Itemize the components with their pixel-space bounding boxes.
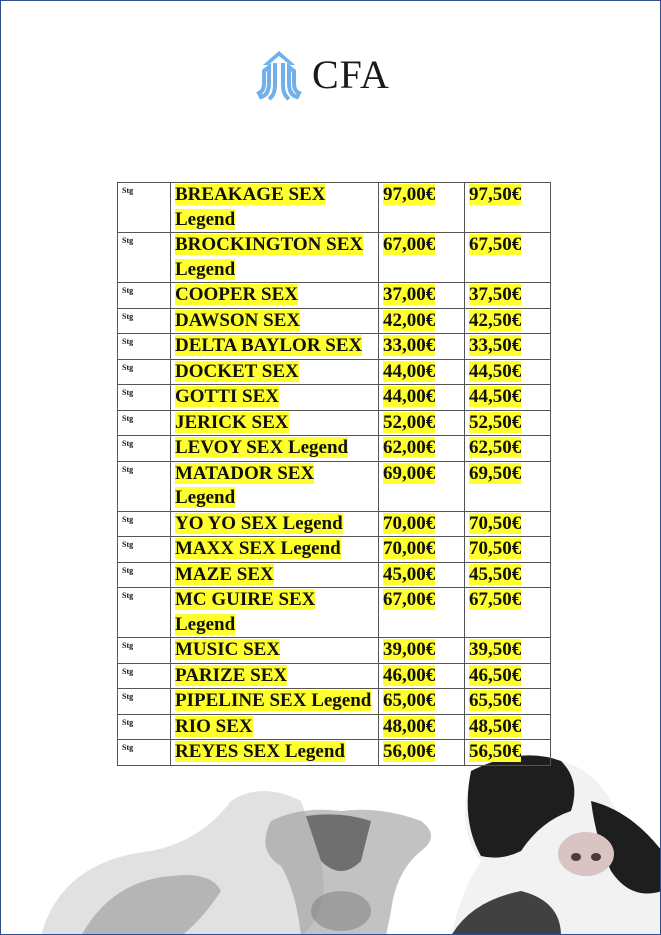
bull-name: JERICK SEX: [175, 411, 289, 433]
bull-name-cell: [171, 183, 379, 233]
row-tag-cell: [118, 461, 171, 511]
price-cell-2-cell: [465, 537, 551, 563]
table-row: [118, 537, 551, 563]
table-row: [118, 233, 551, 283]
bull-name: DOCKET SEX: [175, 360, 299, 382]
table-row: [118, 461, 551, 511]
bull-name-cell: [171, 359, 379, 385]
price-cell-2-cell: [465, 714, 551, 740]
price-cell-2: 42,50€: [469, 309, 522, 331]
bull-name-cell: [171, 385, 379, 411]
price-cell-1-cell: [379, 588, 465, 638]
price-cell-2-cell: [465, 588, 551, 638]
price-cell-1: 39,00€: [383, 639, 436, 660]
bull-name-cell: [171, 537, 379, 563]
price-cell-1: 56,00€: [383, 741, 436, 762]
price-cell-2-cell: [465, 283, 551, 309]
bull-name: BREAKAGE SEX Legend: [175, 184, 326, 230]
row-tag: Stg: [122, 311, 134, 321]
row-tag: Stg: [122, 540, 134, 549]
bull-name: DELTA BAYLOR SEX: [175, 335, 363, 356]
table-row: [118, 511, 551, 537]
row-tag-cell: [118, 689, 171, 715]
bull-name-cell: [171, 588, 379, 638]
price-cell-1: 46,00€: [383, 664, 436, 686]
price-cell-1-cell: [379, 283, 465, 309]
price-cell-1-cell: [379, 410, 465, 436]
row-tag: Stg: [122, 692, 134, 701]
price-cell-2-cell: [465, 461, 551, 511]
price-cell-1-cell: [379, 740, 465, 766]
price-cell-1-cell: [379, 183, 465, 233]
price-cell-2: 70,50€: [469, 512, 522, 534]
bull-name: MAXX SEX Legend: [175, 538, 341, 559]
table-row: [118, 638, 551, 664]
table-row: [118, 385, 551, 411]
bull-name-cell: [171, 663, 379, 689]
price-cell-1: 33,00€: [383, 335, 436, 356]
price-cell-2: 46,50€: [469, 664, 522, 686]
price-cell-1-cell: [379, 461, 465, 511]
row-tag: Stg: [122, 439, 134, 448]
bull-name-cell: [171, 714, 379, 740]
row-tag-cell: [118, 385, 171, 411]
price-cell-2-cell: [465, 638, 551, 664]
row-tag: Stg: [122, 666, 134, 676]
price-cell-1: 67,00€: [383, 234, 436, 255]
price-cell-2: 70,50€: [469, 538, 522, 559]
bull-name-cell: [171, 638, 379, 664]
row-tag: Stg: [122, 743, 134, 752]
price-cell-2: 37,50€: [469, 284, 522, 305]
row-tag-cell: [118, 436, 171, 462]
price-cell-1: 67,00€: [383, 589, 436, 610]
price-cell-1: 48,00€: [383, 715, 436, 737]
price-cell-2-cell: [465, 233, 551, 283]
bull-name: MUSIC SEX: [175, 639, 281, 660]
price-cell-1: 69,00€: [383, 462, 436, 484]
price-cell-2: 44,50€: [469, 386, 522, 407]
price-cell-2-cell: [465, 308, 551, 334]
price-table: [117, 182, 551, 766]
row-tag: Stg: [122, 717, 134, 727]
brand-name: CFA: [312, 52, 390, 97]
price-cell-2: 39,50€: [469, 639, 522, 660]
table-row: [118, 410, 551, 436]
price-cell-1-cell: [379, 385, 465, 411]
price-cell-1-cell: [379, 511, 465, 537]
price-cell-2-cell: [465, 436, 551, 462]
row-tag: Stg: [122, 514, 134, 524]
price-cell-2-cell: [465, 562, 551, 588]
price-cell-2: 45,50€: [469, 563, 522, 585]
row-tag: Stg: [122, 337, 134, 346]
table-row: [118, 714, 551, 740]
row-tag: Stg: [122, 362, 134, 372]
bull-name: BROCKINGTON SEX Legend: [175, 234, 364, 280]
row-tag-cell: [118, 308, 171, 334]
table-row: [118, 359, 551, 385]
price-cell-1: 70,00€: [383, 512, 436, 534]
bull-name: DAWSON SEX: [175, 309, 301, 331]
bull-name-cell: [171, 689, 379, 715]
row-tag-cell: [118, 511, 171, 537]
table-row: [118, 334, 551, 360]
price-cell-2: 97,50€: [469, 184, 522, 205]
bull-name-cell: [171, 461, 379, 511]
price-cell-2-cell: [465, 663, 551, 689]
price-cell-2-cell: [465, 740, 551, 766]
brand-logo: [256, 47, 390, 103]
bull-name: LEVOY SEX Legend: [175, 437, 349, 458]
price-cell-1-cell: [379, 663, 465, 689]
row-tag-cell: [118, 740, 171, 766]
bull-name: YO YO SEX Legend: [175, 512, 343, 534]
price-cell-2: 44,50€: [469, 360, 522, 382]
bull-name: GOTTI SEX: [175, 386, 280, 407]
price-cell-2: 67,50€: [469, 234, 522, 255]
price-cell-1: 45,00€: [383, 563, 436, 585]
price-cell-1: 44,00€: [383, 360, 436, 382]
bull-name: PARIZE SEX: [175, 664, 288, 686]
row-tag: Stg: [122, 413, 134, 423]
bull-name-cell: [171, 562, 379, 588]
row-tag-cell: [118, 714, 171, 740]
table-row: [118, 283, 551, 309]
bull-name: MAZE SEX: [175, 563, 274, 585]
row-tag-cell: [118, 410, 171, 436]
price-cell-1-cell: [379, 537, 465, 563]
row-tag-cell: [118, 663, 171, 689]
row-tag-cell: [118, 562, 171, 588]
cfa-arrow-logo-icon: [256, 49, 302, 101]
row-tag-cell: [118, 638, 171, 664]
price-cell-1-cell: [379, 308, 465, 334]
price-cell-1: 44,00€: [383, 386, 436, 407]
price-cell-1: 65,00€: [383, 690, 436, 711]
price-cell-1-cell: [379, 689, 465, 715]
price-cell-1: 42,00€: [383, 309, 436, 331]
table-row: [118, 663, 551, 689]
row-tag-cell: [118, 359, 171, 385]
bull-name-cell: [171, 233, 379, 283]
price-cell-2-cell: [465, 511, 551, 537]
price-cell-1: 62,00€: [383, 437, 436, 458]
bull-name-cell: [171, 308, 379, 334]
price-cell-1-cell: [379, 714, 465, 740]
row-tag-cell: [118, 233, 171, 283]
table-row: [118, 183, 551, 233]
row-tag: Stg: [122, 565, 134, 575]
price-table-body: [118, 183, 551, 766]
table-row: [118, 689, 551, 715]
price-cell-1-cell: [379, 334, 465, 360]
bull-name-cell: [171, 283, 379, 309]
bull-name: COOPER SEX: [175, 284, 298, 305]
price-cell-2: 52,50€: [469, 411, 522, 433]
bull-name: PIPELINE SEX Legend: [175, 690, 372, 711]
price-cell-1-cell: [379, 638, 465, 664]
price-cell-2-cell: [465, 359, 551, 385]
bull-name-cell: [171, 410, 379, 436]
row-tag: Stg: [122, 286, 134, 295]
price-cell-1: 52,00€: [383, 411, 436, 433]
cows-background-image: [1, 741, 661, 935]
price-cell-1-cell: [379, 359, 465, 385]
row-tag: Stg: [122, 388, 134, 397]
price-cell-1-cell: [379, 562, 465, 588]
price-cell-2: 62,50€: [469, 437, 522, 458]
price-cell-2-cell: [465, 183, 551, 233]
price-cell-2: 56,50€: [469, 741, 522, 762]
row-tag: Stg: [122, 641, 134, 650]
bull-name: MATADOR SEX Legend: [175, 462, 315, 508]
row-tag-cell: [118, 334, 171, 360]
bull-name: REYES SEX Legend: [175, 741, 345, 762]
bull-name-cell: [171, 436, 379, 462]
row-tag: Stg: [122, 464, 134, 474]
price-cell-2: 48,50€: [469, 715, 522, 737]
table-row: [118, 436, 551, 462]
bull-name-cell: [171, 511, 379, 537]
row-tag-cell: [118, 283, 171, 309]
price-cell-2-cell: [465, 385, 551, 411]
bull-name-cell: [171, 334, 379, 360]
price-cell-2: 69,50€: [469, 462, 522, 484]
row-tag: Stg: [122, 236, 134, 245]
bull-name: RIO SEX: [175, 715, 253, 737]
row-tag-cell: [118, 588, 171, 638]
price-cell-2-cell: [465, 410, 551, 436]
row-tag: Stg: [122, 591, 134, 600]
table-row: [118, 740, 551, 766]
price-cell-2: 33,50€: [469, 335, 522, 356]
price-cell-2-cell: [465, 689, 551, 715]
table-row: [118, 588, 551, 638]
price-cell-1-cell: [379, 233, 465, 283]
price-cell-2-cell: [465, 334, 551, 360]
price-cell-1-cell: [379, 436, 465, 462]
price-cell-1: 37,00€: [383, 284, 436, 305]
price-cell-1: 70,00€: [383, 538, 436, 559]
price-cell-2: 65,50€: [469, 690, 522, 711]
price-cell-1: 97,00€: [383, 184, 436, 205]
price-cell-2: 67,50€: [469, 589, 522, 610]
bull-name: MC GUIRE SEX Legend: [175, 589, 316, 635]
table-row: [118, 308, 551, 334]
bull-name-cell: [171, 740, 379, 766]
row-tag-cell: [118, 183, 171, 233]
row-tag: Stg: [122, 186, 134, 195]
table-row: [118, 562, 551, 588]
row-tag-cell: [118, 537, 171, 563]
